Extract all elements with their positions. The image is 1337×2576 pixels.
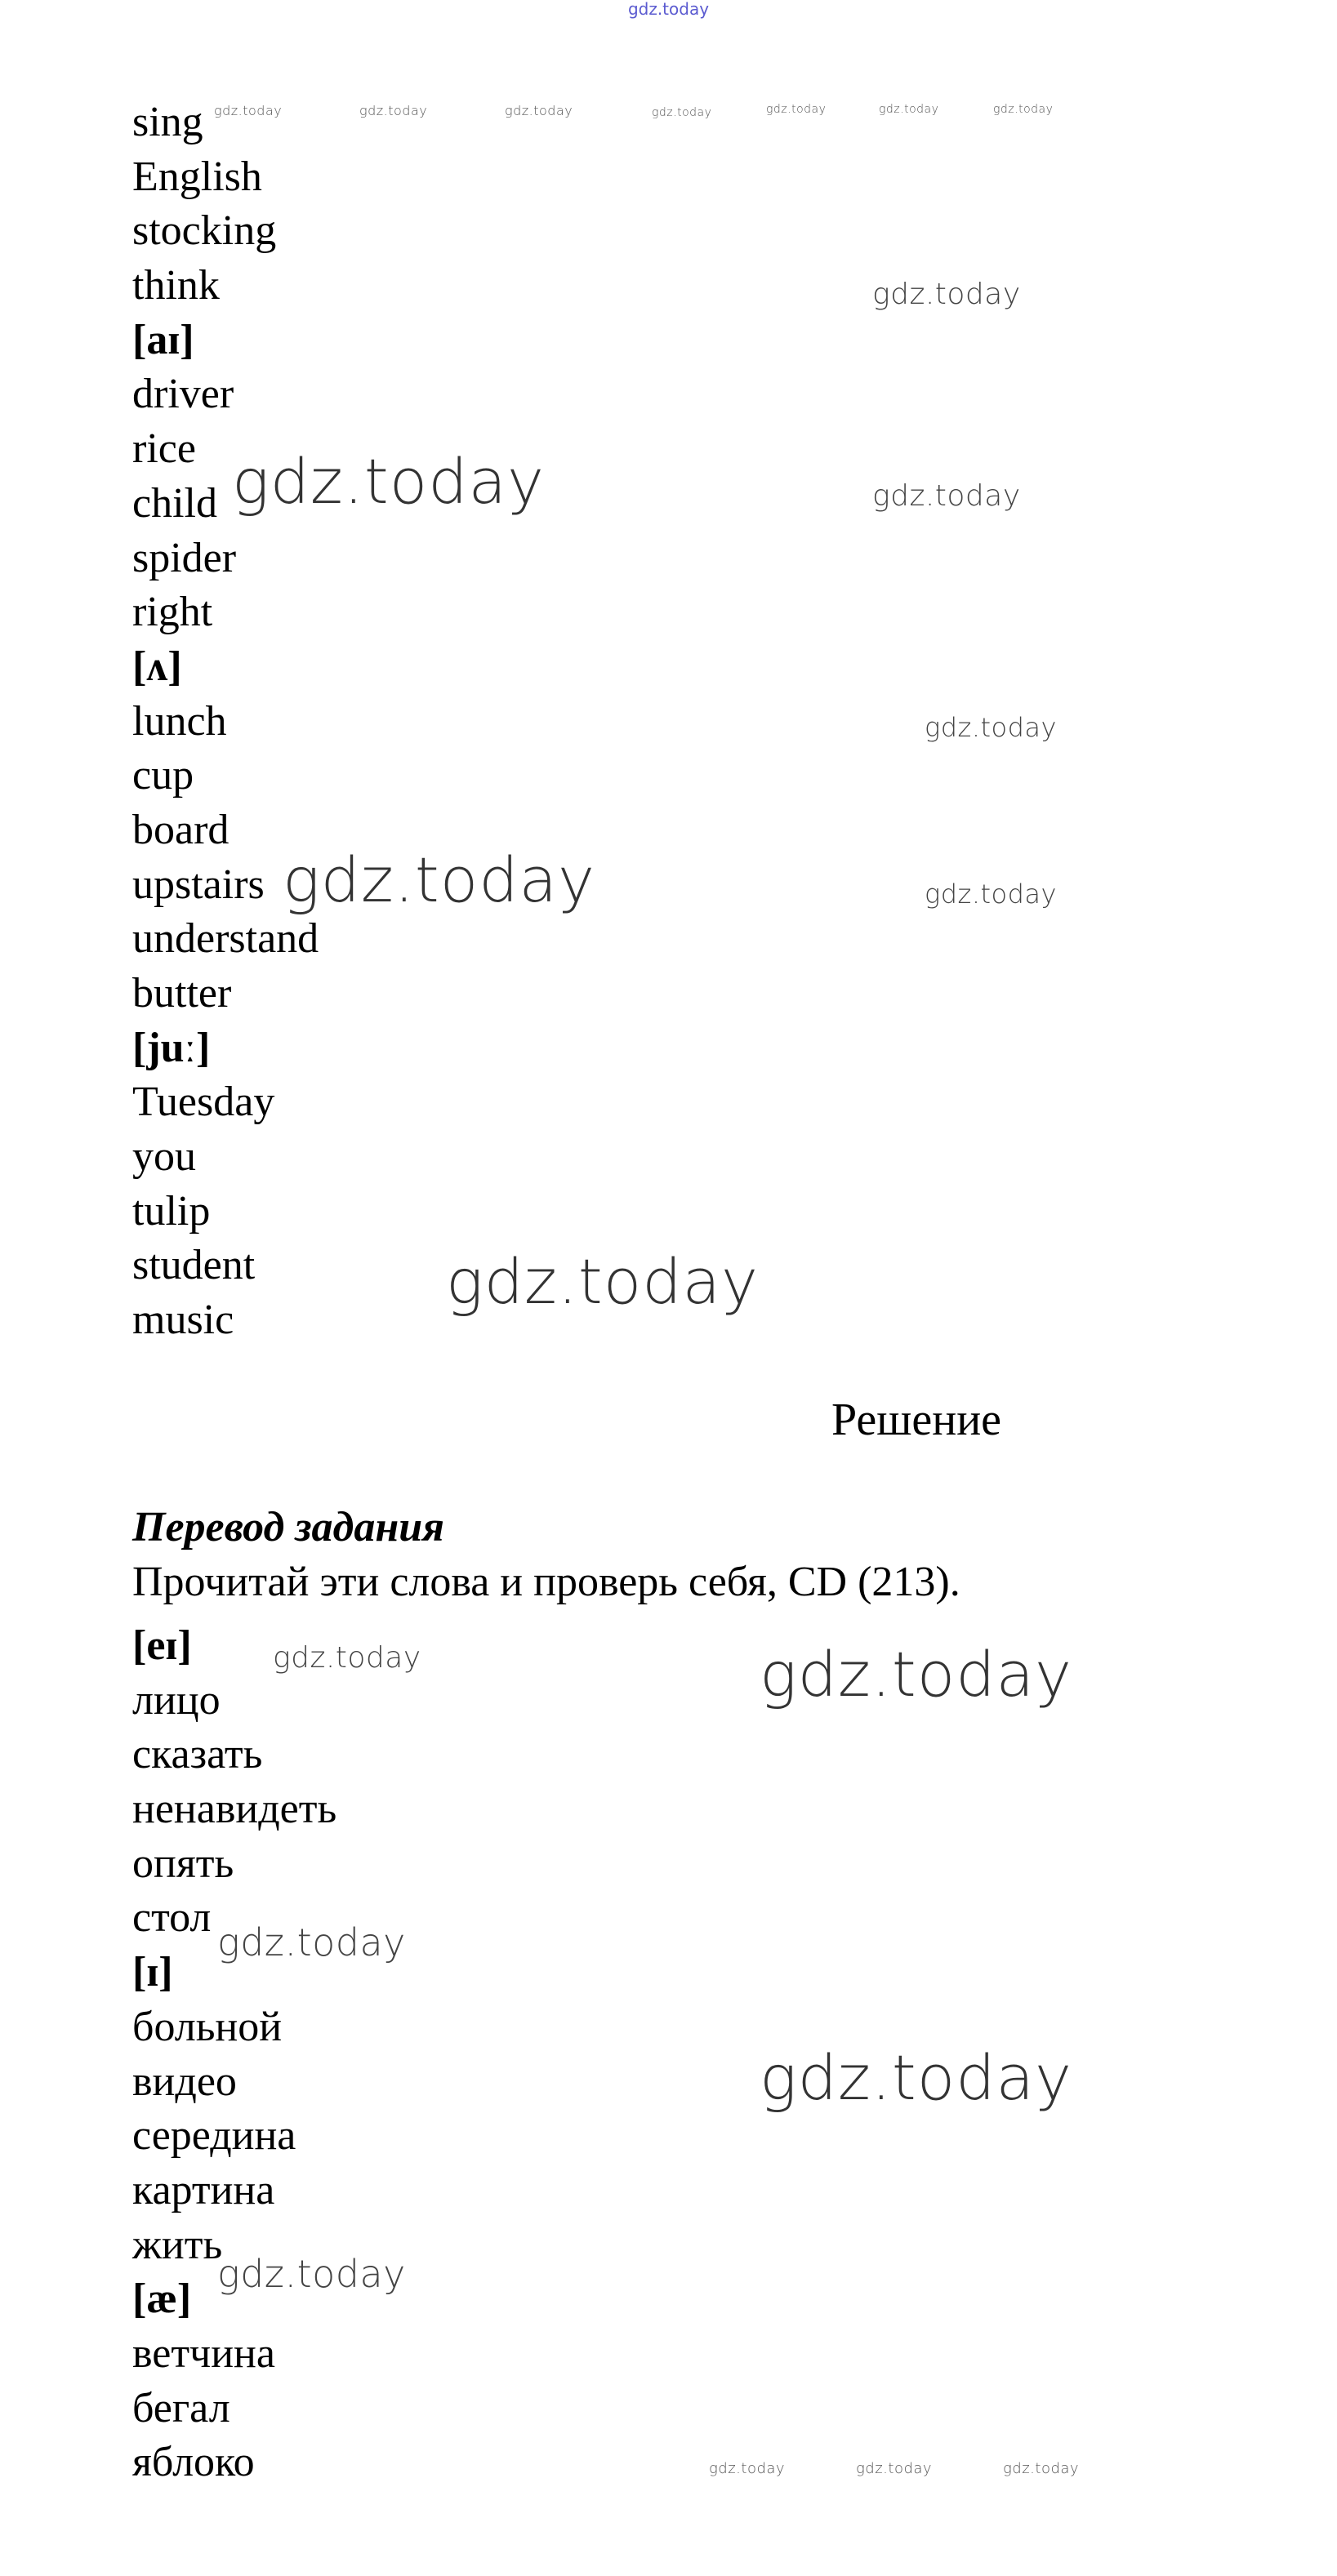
watermark: gdz.today [217, 1920, 406, 1964]
word-item: butter [132, 970, 232, 1017]
word-item: upstairs [132, 861, 265, 908]
word-item: board [132, 806, 230, 853]
word-item: середина [132, 2112, 296, 2160]
watermark: gdz.today [359, 103, 428, 118]
word-item: жить [132, 2221, 223, 2268]
task-translation-title: Перевод задания [132, 1504, 444, 1550]
word-item: стол [132, 1894, 212, 1942]
word-item: опять [132, 1840, 234, 1887]
solution-heading: Решение [831, 1395, 1002, 1445]
word-item: rice [132, 425, 196, 473]
word-item: яблоко [132, 2439, 255, 2486]
word-item: бегал [132, 2384, 230, 2431]
word-item: видео [132, 2058, 237, 2105]
phoneme-heading: [ʌ] [132, 643, 182, 690]
watermark: gdz.today [856, 2460, 933, 2477]
watermark: gdz.today [760, 2041, 1072, 2114]
word-item: you [132, 1133, 196, 1181]
watermark: gdz.today [283, 843, 595, 916]
word-item: music [132, 1297, 234, 1344]
word-item: Tuesday [132, 1079, 275, 1126]
russian-word-list [132, 1619, 336, 2490]
word-item: stocking [132, 207, 277, 255]
watermark: gdz.today [232, 445, 545, 518]
watermark: gdz.today [1003, 2460, 1080, 2477]
watermark: gdz.today [879, 103, 939, 116]
header-watermark: gdz.today [627, 0, 710, 19]
word-item: ненавидеть [132, 1786, 337, 1833]
watermark: gdz.today [766, 103, 827, 116]
watermark: gdz.today [925, 879, 1057, 910]
watermark: gdz.today [993, 103, 1054, 116]
word-item: child [132, 479, 217, 527]
english-word-list [132, 96, 319, 1348]
word-item: right [132, 589, 213, 636]
watermark: gdz.today [925, 712, 1057, 743]
word-item: лицо [132, 1676, 221, 1724]
phoneme-heading: [æ] [132, 2276, 192, 2323]
watermark: gdz.today [872, 479, 1021, 513]
word-item: больной [132, 2003, 283, 2050]
word-item: driver [132, 371, 234, 418]
phoneme-heading: [juː] [132, 1024, 211, 1071]
word-item: lunch [132, 697, 227, 745]
watermark: gdz.today [872, 278, 1021, 311]
watermark: gdz.today [217, 2252, 406, 2296]
word-item: student [132, 1242, 256, 1289]
watermark: gdz.today [214, 103, 283, 118]
word-item: cup [132, 752, 194, 799]
watermark: gdz.today [709, 2460, 786, 2477]
word-item: tulip [132, 1187, 211, 1235]
watermark: gdz.today [446, 1245, 759, 1318]
phoneme-heading: [aɪ] [132, 316, 194, 363]
word-item: ветчина [132, 2329, 275, 2377]
word-item: сказать [132, 1731, 263, 1778]
phoneme-heading: [ɪ] [132, 1949, 173, 1996]
task-translation-text: Прочитай эти слова и проверь себя, CD (213). [132, 1559, 960, 1605]
watermark: gdz.today [505, 103, 573, 118]
word-item: spider [132, 534, 237, 581]
word-item: think [132, 262, 220, 309]
word-item: картина [132, 2166, 275, 2213]
watermark: gdz.today [760, 1638, 1072, 1711]
phoneme-heading: [eɪ] [132, 1622, 192, 1669]
word-item: English [132, 153, 262, 200]
word-item: sing [132, 99, 203, 145]
word-item: understand [132, 915, 319, 963]
watermark: gdz.today [652, 106, 712, 119]
watermark: gdz.today [273, 1641, 421, 1675]
